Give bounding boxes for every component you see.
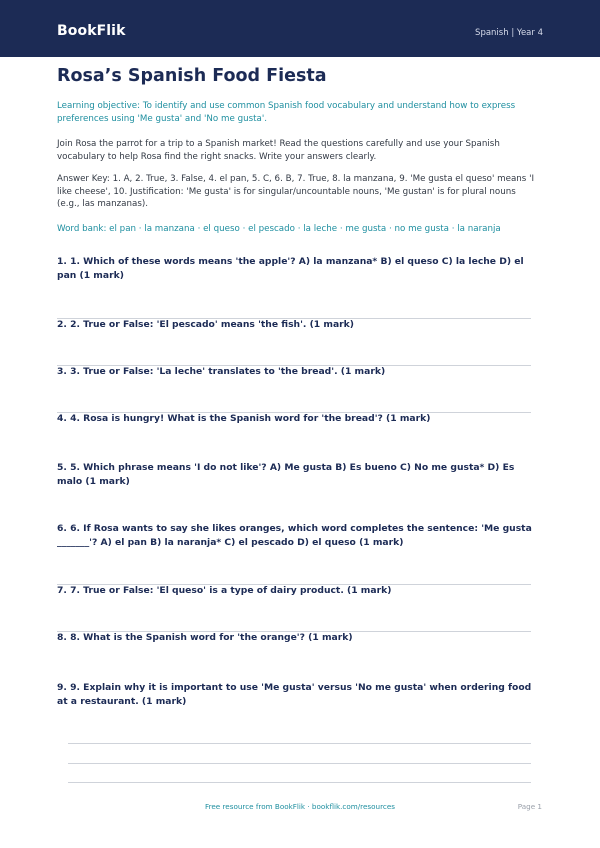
page-number: Page 1 xyxy=(517,802,542,811)
question-2: 2. 2. True or False: 'El pescado' means 'the fish'. (1 mark) xyxy=(57,319,354,330)
writing-line xyxy=(68,763,531,764)
page-header xyxy=(0,0,600,57)
question-5: 5. 5. Which phrase means 'I do not like'? A) Me gusta B) Es bueno C) No me gusta* D) Es malo (1 mark) xyxy=(57,462,515,487)
worksheet-title: Rosa’s Spanish Food Fiesta xyxy=(57,66,327,86)
brand-logo[interactable]: BookFlik xyxy=(57,23,126,39)
question-4: 4. 4. Rosa is hungry! What is the Spanish word for 'the bread'? (1 mark) xyxy=(57,413,431,424)
answer-key: Answer Key: 1. A, 2. True, 3. False, 4. el pan, 5. C, 6. B, 7. True, 8. la manzana, 9. 'Me gusta el queso' means 'I like cheese', 10. Justification: 'Me gusta' is for singular/uncountable nouns, 'Me gustan' is for plural nouns (e.g., las manzanas). xyxy=(57,174,535,209)
question-8: 8. 8. What is the Spanish word for 'the orange'? (1 mark) xyxy=(57,632,353,643)
question-9: 9. 9. Explain why it is important to use 'Me gusta' versus 'No me gusta' when ordering food at a restaurant. (1 mark) xyxy=(57,682,532,707)
intro-text: Join Rosa the parrot for a trip to a Spanish market! Read the questions carefully and use your Spanish vocabulary to help Rosa find the right snacks. Write your answers clearly. xyxy=(57,139,500,162)
writing-line xyxy=(68,782,531,783)
footer-credit[interactable]: Free resource from BookFlik · bookflik.com/resources xyxy=(204,802,396,811)
word-bank: Word bank: el pan · la manzana · el queso · el pescado · la leche · me gusta · no me gusta · la naranja xyxy=(57,224,501,234)
question-6: 6. 6. If Rosa wants to say she likes oranges, which word completes the sentence: 'Me gusta _______'? A) el pan B) la naranja* C) el pescado D) el queso (1 mark) xyxy=(57,523,532,548)
subject-year-label: Spanish | Year 4 xyxy=(475,28,543,38)
question-7: 7. 7. True or False: 'El queso' is a type of dairy product. (1 mark) xyxy=(57,585,392,596)
writing-line xyxy=(68,743,531,744)
learning-objective: Learning objective: To identify and use common Spanish food vocabulary and understand how to express preferences using 'Me gusta' and 'No me gusta'. xyxy=(57,101,516,124)
question-1: 1. 1. Which of these words means 'the apple'? A) la manzana* B) el queso C) la leche D) el pan (1 mark) xyxy=(57,256,524,281)
question-3: 3. 3. True or False: 'La leche' translates to 'the bread'. (1 mark) xyxy=(57,366,386,377)
